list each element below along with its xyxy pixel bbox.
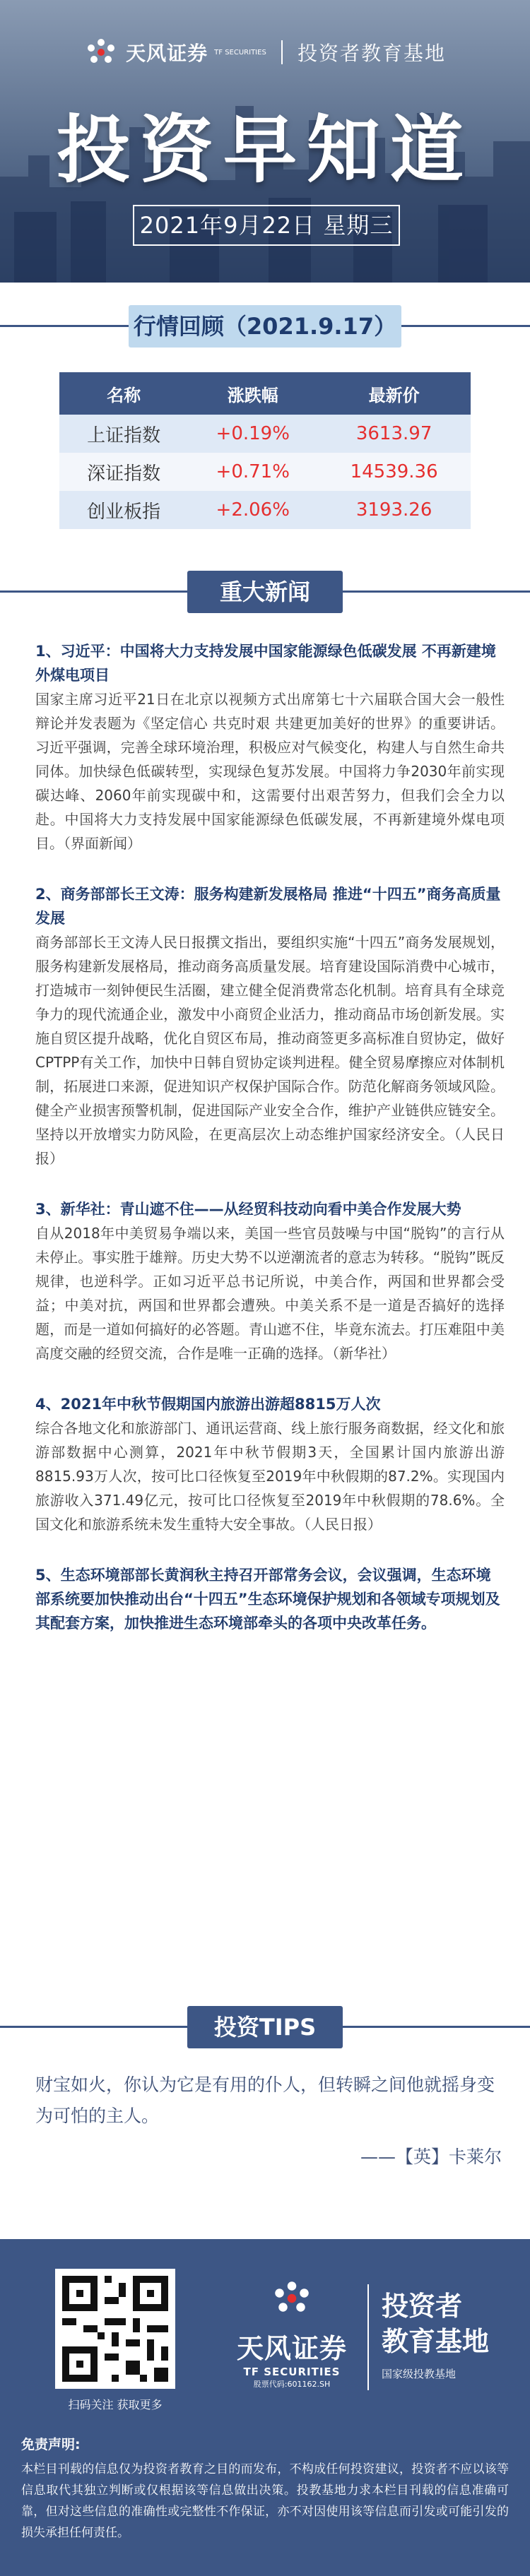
qr-code[interactable] [55, 2269, 175, 2389]
index-name: 创业板指 [59, 491, 188, 529]
news-body: 综合各地文化和旅游部门、通讯运营商、线上旅行服务商数据，经文化和旅游部数据中心测算，2021年中秋节假期3天，全国累计国内旅游出游8815.93万人次，按可比口径恢复至2019年中秋假期的87.2%。实现国内旅游收入371.49亿元，按可比口径恢复至2019年中秋假期的78.6%。全国文化和旅游系统未发生重特大安全事故。（人民日报） [35, 1420, 505, 1533]
index-name: 深证指数 [59, 453, 188, 491]
col-change-header: 涨跌幅 [188, 372, 317, 415]
footer-brand-name: 天风证券 [236, 2333, 347, 2364]
index-price: 14539.36 [317, 453, 471, 491]
footer-brand [225, 2277, 359, 2390]
tips-section-header [0, 2006, 530, 2048]
disclaimer [21, 2434, 509, 2544]
market-section-title: 行情回顾（2021.9.17） [129, 305, 401, 348]
news-title: 2、商务部部长王文涛：服务构建新发展格局 推进“十四五”商务高质量发展 [35, 886, 501, 927]
main-title: 投资早知道 [56, 107, 473, 193]
news-body: 商务部部长王文涛人民日报撰文指出，要组织实施“十四五”商务发展规划，服务构建新发展格局，推动商务高质量发展。培育建设国际消费中心城市，打造城市一刻钟便民生活圈，建立健全促消费常态化机制。培育具有全球竞争力的现代流通企业，激发中小商贸企业活力，推动商品市场创新发展。实施自贸区提升战略，优化自贸区布局，推动商签更多高标准自贸协定，做好CPTPP有关工作，加快中日韩自贸协定谈判进程。健全贸易摩擦应对体制机制，拓展进口来源，促进知识产权保护国际合作。防范化解商务领域风险。健全产业损害预警机制，促进国际产业安全合作，维护产业链供应链安全。坚持以开放增实力防风险，在更高层次上动态维护国家经济安全。（人民日报） [35, 934, 505, 1167]
index-change: +0.71% [188, 453, 317, 491]
news-item [35, 1197, 505, 1365]
qr-caption: 扫码关注 获取更多 [68, 2398, 163, 2411]
table-header-row [59, 372, 471, 415]
news-section-title: 重大新闻 [187, 571, 343, 613]
index-change: +0.19% [188, 415, 317, 453]
col-price-header: 最新价 [317, 372, 471, 415]
footer-divider [367, 2284, 369, 2390]
date-badge: 2021年9月22日 星期三 [133, 205, 400, 246]
brand-sub: TF SECURITIES [214, 48, 266, 57]
table-row [59, 453, 471, 491]
tips-section-title: 投资TIPS [187, 2006, 343, 2048]
news-item [35, 882, 505, 1170]
base-level: 国家级投教基地 [382, 2368, 457, 2380]
tips-quote: 财宝如火，你认为它是有用的仆人，但转瞬之间他就摇身变为可怕的主人。 [35, 2075, 495, 2126]
index-change: +2.06% [188, 491, 317, 529]
news-item [35, 1392, 505, 1536]
news-title: 1、习近平：中国将大力支持发展中国家能源绿色低碳发展 不再新建境外煤电项目 [35, 643, 496, 684]
brand-name: 天风证券 [126, 42, 208, 65]
qr-code-icon [55, 2269, 175, 2389]
news-body-bold: 5、生态环境部部长黄润秋主持召开部常务会议，会议强调，生态环境部系统要加快推动出台“十四五”生态环境保护规划和各领域专项规划及其配套方案，加快推进生态环境部牵头的各项中央改革任务。 [35, 1567, 500, 1632]
news-list [35, 639, 505, 1662]
news-title: 4、2021年中秋节假期国内旅游出游超8815万人次 [35, 1396, 381, 1413]
brand-row [0, 35, 530, 69]
base-line-1: 投资者 [382, 2291, 463, 2322]
footer-base [382, 2289, 489, 2381]
table-row [59, 491, 471, 529]
news-section-header [0, 571, 530, 613]
base-line-2: 教育基地 [382, 2326, 490, 2357]
news-body: 自从2018年中美贸易争端以来，美国一些官员鼓噪与中国“脱钩”的言行从未停止。事实胜于雄辩。历史大势不以逆潮流者的意志为转移。“脱钩”既反规律，也逆科学。正如习近平总书记所说，中美合作，两国和世界都会受益；中美对抗，两国和世界都会遭殃。中美关系不是一道是否搞好的选择题，而是一道如何搞好的必答题。青山遮不住，毕竟东流去。打压难阻中美高度交融的经贸交流，合作是唯一正确的选择。（新华社） [35, 1225, 505, 1362]
news-title: 3、新华社：青山遮不住——从经贸科技动向看中美合作发展大势 [35, 1201, 461, 1218]
disclaimer-body: 本栏目刊载的信息仅为投资者教育之目的而发布，不构成任何投资建议，投资者不应以该等信息取代其独立判断或仅根据该等信息做出决策。投教基地力求本栏目刊载的信息准确可靠，但对这些信息的准确性或完整性不作保证，亦不对因使用该等信息而引发或可能引发的损失承担任何责任。 [21, 2462, 509, 2540]
stock-code: 股票代码:601162.SH [253, 2380, 331, 2389]
market-section-header [0, 305, 530, 348]
market-table [59, 372, 471, 529]
tf-logo-icon [84, 35, 118, 69]
index-price: 3613.97 [317, 415, 471, 453]
news-item [35, 1563, 505, 1635]
index-price: 3193.26 [317, 491, 471, 529]
footer [0, 2239, 530, 2576]
news-body: 国家主席习近平21日在北京以视频方式出席第七十六届联合国大会一般性辩论并发表题为《坚定信心 共克时艰 共建更加美好的世界》的重要讲话。习近平强调，完善全球环境治理，积极应对气候变化，构建人与自然生命共同体。加快绿色低碳转型，实现绿色复苏发展。中国将力争2030年前实现碳达峰、2060年前实现碳中和，这需要付出艰苦努力，但我们会全力以赴。中国将大力支持发展中国家能源绿色低碳发展，不再新建境外煤电项目。（界面新闻） [35, 691, 505, 852]
news-item [35, 639, 505, 855]
index-name: 上证指数 [59, 415, 188, 453]
col-name-header: 名称 [59, 372, 188, 415]
table-row [59, 415, 471, 453]
brand-divider [281, 40, 283, 64]
base-name: 投资者教育基地 [298, 42, 447, 65]
header-banner [0, 0, 530, 283]
tf-logo-icon [271, 2277, 313, 2320]
disclaimer-title: 免责声明: [21, 2437, 81, 2452]
tips-box [35, 2070, 502, 2168]
tips-author: ——【英】卡莱尔 [360, 2147, 502, 2167]
footer-brand-en: TF SECURITIES [243, 2366, 341, 2378]
